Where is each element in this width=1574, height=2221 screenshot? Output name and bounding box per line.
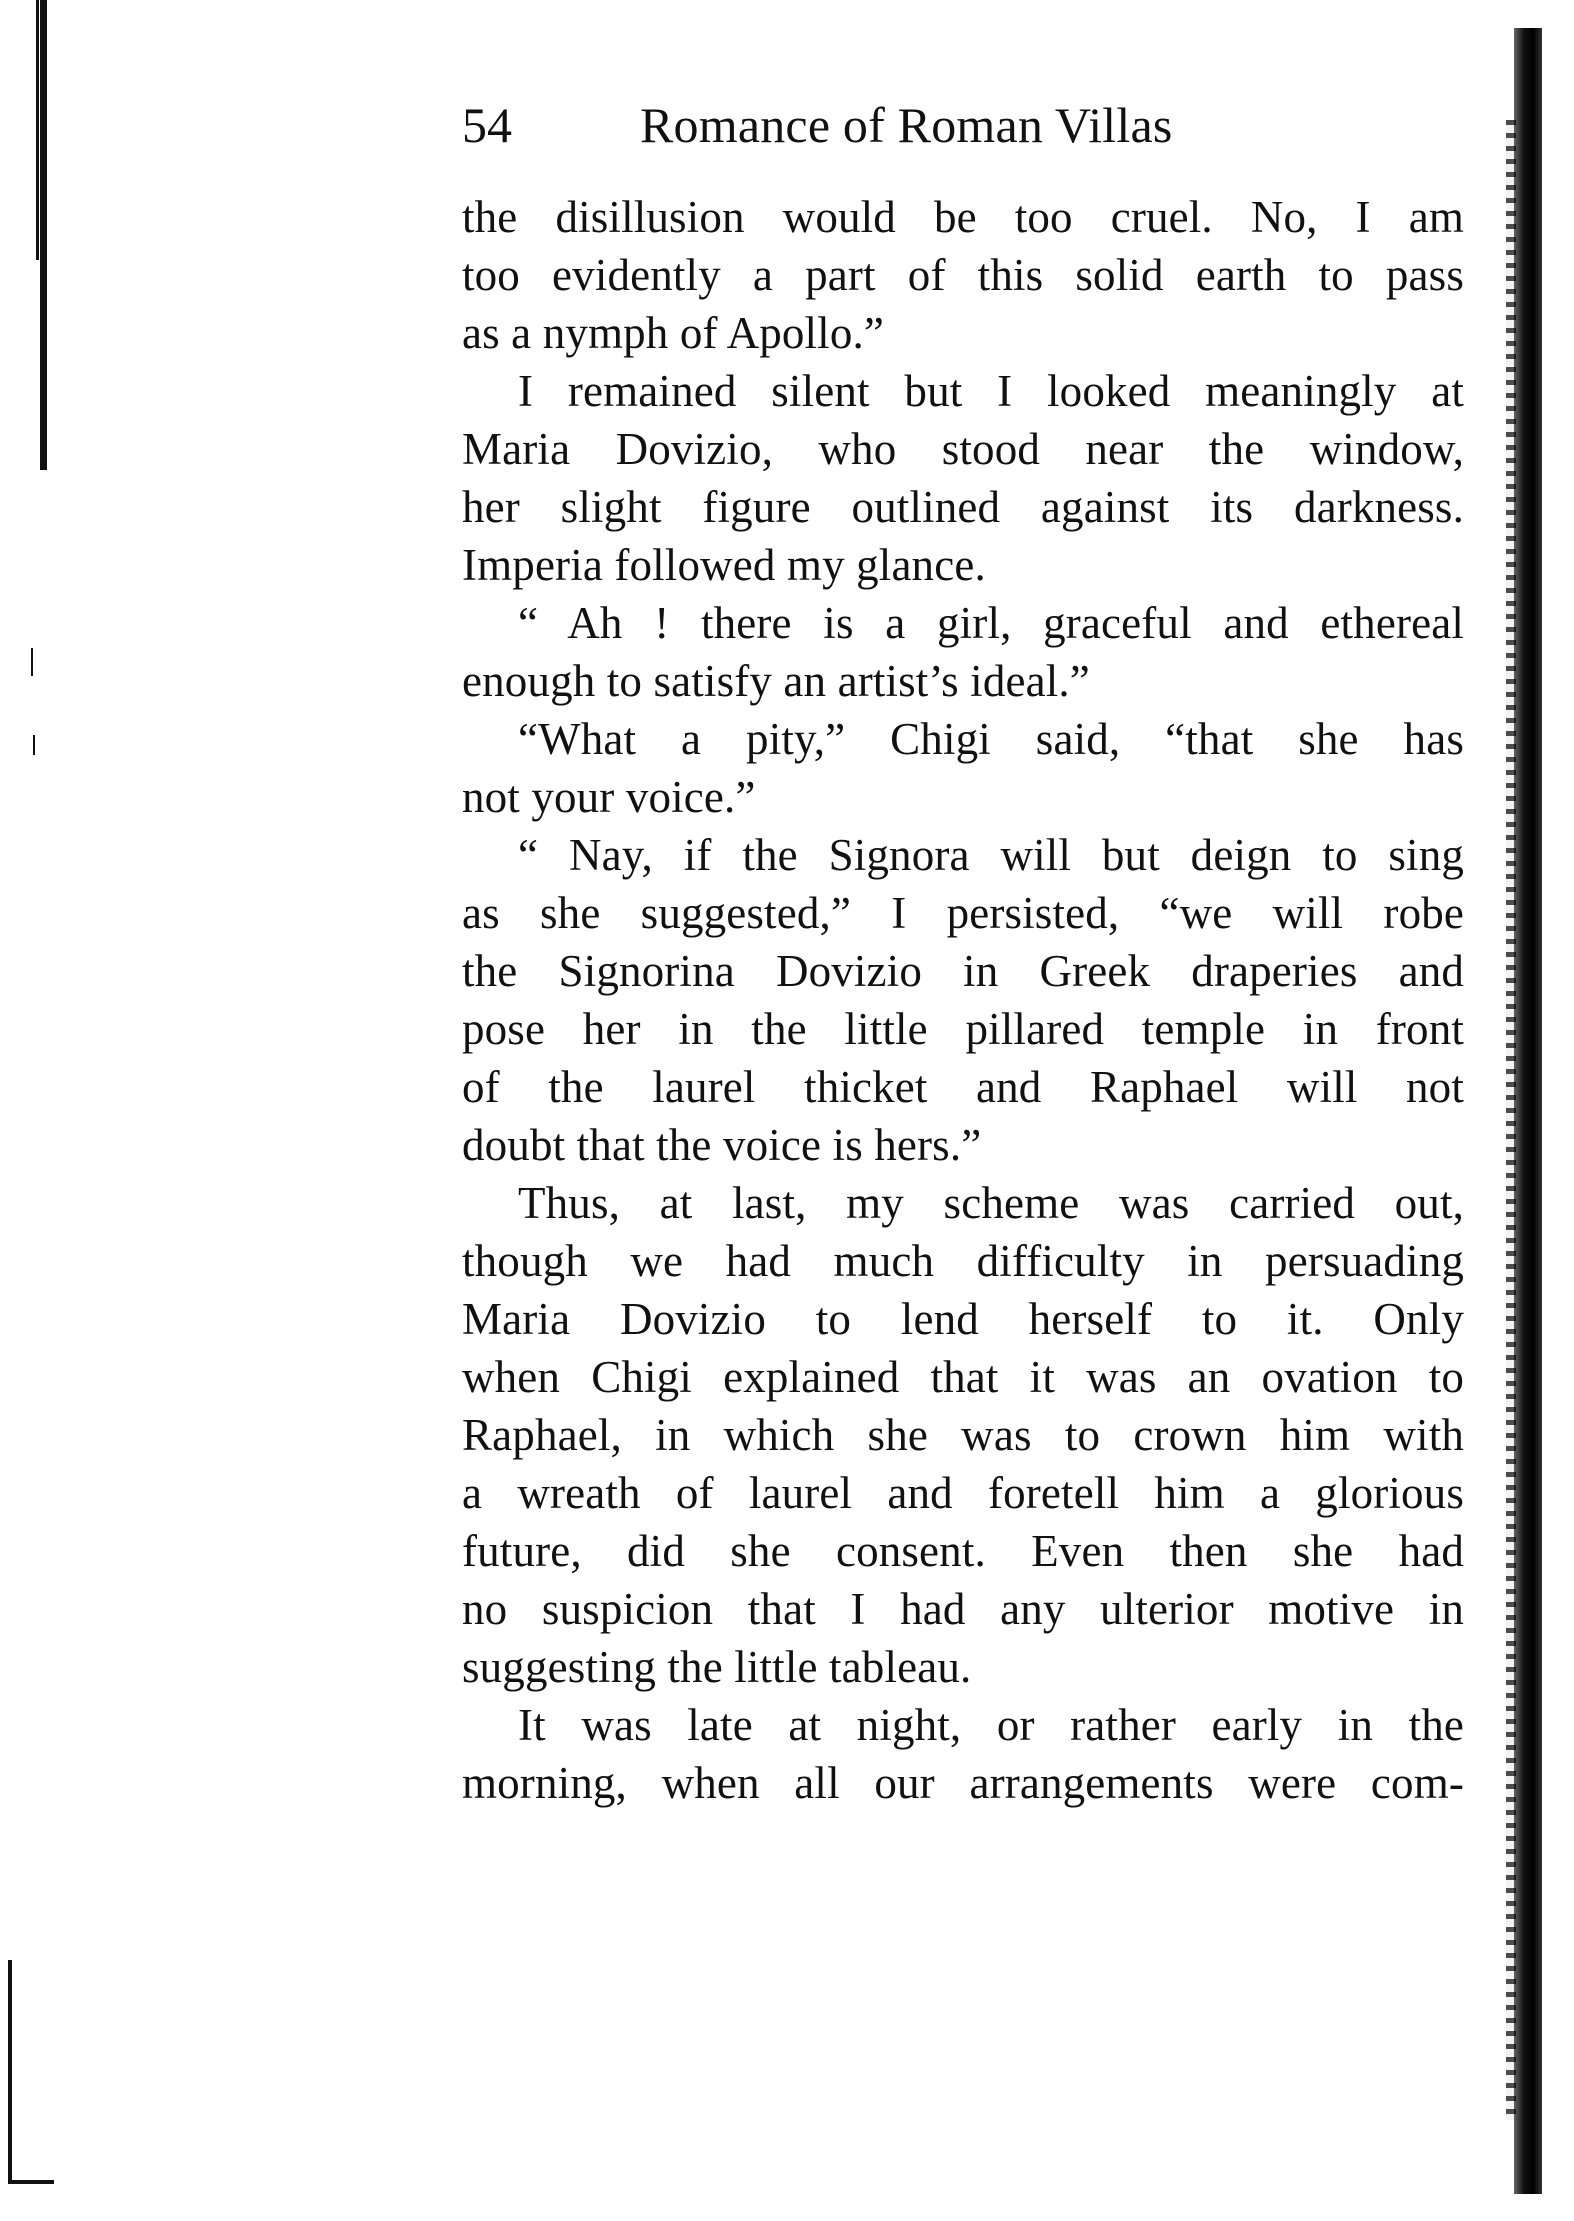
scan-right-edge-texture — [1506, 120, 1516, 2120]
page-number: 54 — [462, 97, 512, 153]
text-line: I remained silent but I looked meaningly at — [518, 366, 1464, 416]
text-line: pose her in the little pillared temple in front — [462, 1004, 1464, 1054]
scan-edge-mark — [31, 648, 33, 676]
text-line: her slight figure outlined against its darkness. — [462, 482, 1464, 532]
text-line: “What a pity,” Chigi said, “that she has — [518, 714, 1464, 764]
scan-right-edge — [1514, 28, 1542, 2194]
text-line: “ Ah ! there is a girl, graceful and ethereal — [518, 598, 1464, 648]
running-title: Romance of Roman Villas — [640, 97, 1173, 153]
text-line: not your voice.” — [462, 772, 756, 822]
text-line: Thus, at last, my scheme was carried out, — [518, 1178, 1464, 1228]
text-line: when Chigi explained that it was an ovation to — [462, 1352, 1464, 1402]
text-line: as a nymph of Apollo.” — [462, 308, 884, 358]
scan-edge-mark — [33, 735, 35, 755]
text-line: morning, when all our arrangements were com- — [462, 1758, 1464, 1808]
text-line: the disillusion would be too cruel. No, I am — [462, 192, 1464, 242]
text-line: as she suggested,” I persisted, “we will robe — [462, 888, 1464, 938]
book-page-text — [462, 188, 1464, 1812]
text-line: doubt that the voice is hers.” — [462, 1120, 982, 1170]
text-line: Imperia followed my glance. — [462, 540, 986, 590]
text-line: Raphael, in which she was to crown him with — [462, 1410, 1464, 1460]
text-line: It was late at night, or rather early in the — [518, 1700, 1464, 1750]
text-line: of the laurel thicket and Raphael will not — [462, 1062, 1464, 1112]
text-line: too evidently a part of this solid earth to pass — [462, 250, 1464, 300]
scan-edge-mark — [36, 0, 39, 260]
text-line: Maria Dovizio to lend herself to it. Only — [462, 1294, 1464, 1344]
text-line: though we had much difficulty in persuading — [462, 1236, 1464, 1286]
text-line: a wreath of laurel and foretell him a glorious — [462, 1468, 1464, 1518]
text-line: “ Nay, if the Signora will but deign to sing — [518, 830, 1464, 880]
scan-corner-mark — [8, 1960, 12, 2184]
scan-edge-mark — [40, 0, 47, 470]
text-line: Maria Dovizio, who stood near the window, — [462, 424, 1464, 474]
text-line: no suspicion that I had any ulterior motive in — [462, 1584, 1464, 1634]
text-line: the Signorina Dovizio in Greek draperies and — [462, 946, 1464, 996]
text-line: future, did she consent. Even then she had — [462, 1526, 1464, 1576]
text-line: suggesting the little tableau. — [462, 1642, 972, 1692]
page-header — [462, 87, 1464, 163]
text-line: enough to satisfy an artist’s ideal.” — [462, 656, 1090, 706]
scan-corner-mark — [8, 2180, 54, 2184]
